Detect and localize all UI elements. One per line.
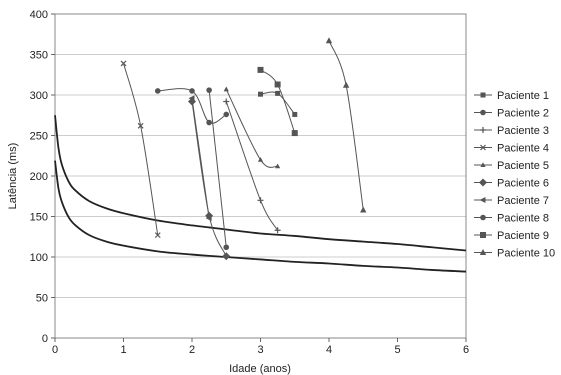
legend-label: Paciente 4 xyxy=(497,142,549,155)
legend-item xyxy=(474,125,549,137)
legend-item xyxy=(474,108,549,120)
legend-marker xyxy=(480,110,486,116)
data-point xyxy=(222,252,230,260)
data-point xyxy=(292,112,297,117)
data-point xyxy=(223,112,229,118)
data-point xyxy=(189,88,195,94)
y-tick-label: 300 xyxy=(29,90,48,102)
series-paciente-3 xyxy=(223,98,280,233)
legend-label: Paciente 1 xyxy=(497,90,549,102)
legend-item xyxy=(474,230,549,242)
data-point xyxy=(275,81,281,87)
y-tick-label: 400 xyxy=(29,9,48,21)
legend-label: Paciente 3 xyxy=(497,125,549,137)
legend-item xyxy=(474,248,555,260)
data-point xyxy=(275,91,280,96)
data-point xyxy=(206,87,212,93)
data-point xyxy=(223,244,229,250)
legend-marker xyxy=(481,93,486,98)
x-tick-label: 2 xyxy=(188,344,196,356)
series-layer xyxy=(121,37,366,260)
series-paciente-5 xyxy=(224,87,281,169)
legend-item xyxy=(474,195,549,207)
data-point xyxy=(258,197,264,203)
x-tick-label: 1 xyxy=(120,344,127,356)
legend xyxy=(474,90,555,260)
data-point xyxy=(206,120,212,126)
legend-item xyxy=(474,90,549,102)
y-tick-label: 50 xyxy=(35,292,48,305)
legend-item xyxy=(474,178,549,190)
data-point xyxy=(258,92,263,97)
legend-item xyxy=(474,213,549,225)
series-paciente-7 xyxy=(189,95,212,221)
legend-marker xyxy=(480,215,486,221)
series-line xyxy=(329,41,363,210)
x-axis-title: Idade (anos) xyxy=(229,363,291,375)
series-line xyxy=(158,89,227,124)
series-line xyxy=(226,89,277,167)
grid-layer xyxy=(55,55,466,298)
data-point xyxy=(224,87,229,92)
x-tick-label: 6 xyxy=(462,344,470,356)
data-point xyxy=(155,88,161,94)
data-point xyxy=(275,227,281,233)
series-line xyxy=(192,98,209,218)
series-paciente-2 xyxy=(155,88,229,125)
series-paciente-9 xyxy=(258,67,298,136)
series-line xyxy=(226,101,277,230)
y-tick-label: 0 xyxy=(41,333,48,345)
data-point xyxy=(360,207,366,213)
tick-labels xyxy=(30,9,469,356)
reference-curve-2 xyxy=(55,161,466,272)
data-point xyxy=(343,82,349,88)
series-paciente-4 xyxy=(121,61,160,238)
reference-curves xyxy=(55,115,466,271)
legend-label: Paciente 8 xyxy=(497,212,549,225)
x-tick-label: 4 xyxy=(325,344,333,356)
y-tick-label: 200 xyxy=(29,171,48,183)
legend-label: Paciente 2 xyxy=(497,107,549,120)
y-tick-label: 100 xyxy=(29,252,48,264)
x-tick-label: 0 xyxy=(51,344,59,356)
data-point xyxy=(258,67,264,73)
data-point xyxy=(326,37,332,43)
legend-label: Paciente 7 xyxy=(497,195,549,207)
legend-label: Paciente 10 xyxy=(497,247,556,260)
legend-label: Paciente 9 xyxy=(497,230,549,242)
legend-marker xyxy=(480,127,486,133)
y-tick-label: 150 xyxy=(29,211,48,224)
legend-label: Paciente 5 xyxy=(497,160,549,172)
x-tick-label: 3 xyxy=(257,344,264,356)
y-tick-label: 350 xyxy=(29,49,48,62)
x-tick-label: 5 xyxy=(394,344,401,356)
legend-marker xyxy=(479,179,487,187)
legend-item xyxy=(474,160,549,172)
legend-marker xyxy=(480,197,486,203)
series-line xyxy=(261,70,295,133)
data-point xyxy=(223,98,229,104)
data-point xyxy=(292,130,298,136)
series-paciente-10 xyxy=(326,37,367,212)
legend-marker xyxy=(480,232,486,238)
legend-item xyxy=(474,143,549,155)
y-axis-title: Latência (ms) xyxy=(7,142,19,210)
y-tick-label: 250 xyxy=(29,130,48,143)
series-line xyxy=(124,63,158,235)
legend-label: Paciente 6 xyxy=(497,177,549,190)
